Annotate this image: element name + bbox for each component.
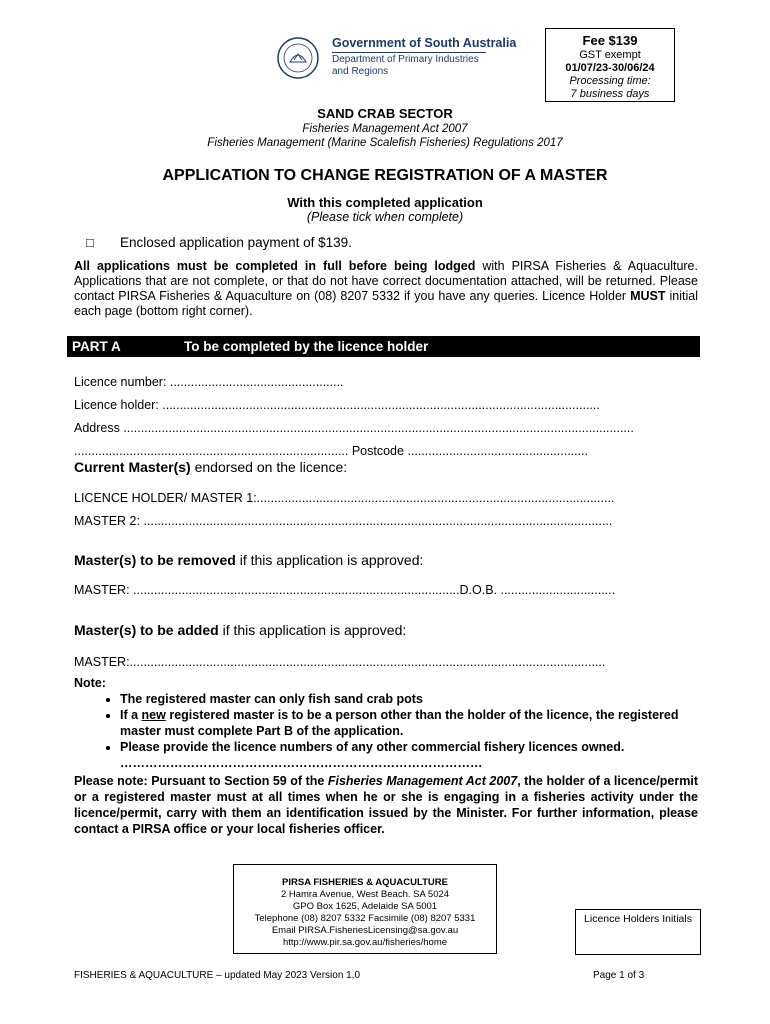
current-master-rest: endorsed on the licence: xyxy=(190,459,348,475)
pirsa-address-1: 2 Hamra Avenue, West Beach. SA 5024 xyxy=(280,889,450,900)
fee-period: 01/07/23-30/06/24 xyxy=(565,62,655,74)
removed-rest: if this application is approved: xyxy=(235,552,424,568)
added-bold: Master(s) to be added xyxy=(74,622,219,638)
intro-text-1: with PIRSA Fisheries & Aquaculture. Applications that are not complete, or that do not have correct documentation attached, will be returned. Please contact PIRSA Fisheries & Aquaculture on (08) 8207 5332 if you have any queries. Licence Holder xyxy=(74,259,698,303)
tick-note: (Please tick when complete) xyxy=(306,210,464,224)
act-1: Fisheries Management Act 2007 xyxy=(302,123,468,135)
current-master-bold: Current Master(s) xyxy=(74,459,191,475)
note-item-2-new: new xyxy=(141,708,166,722)
licence-holder-initials-box[interactable] xyxy=(575,909,701,955)
postcode-label: Postcode xyxy=(348,444,408,458)
act-2: Fisheries Management (Marine Scalefish Fisheries) Regulations 2017 xyxy=(207,137,563,149)
department-line-1: Department of Primary Industries xyxy=(332,54,479,65)
department-name xyxy=(332,54,479,78)
address-postcode-row[interactable] xyxy=(74,444,658,458)
processing-value: 7 business days xyxy=(570,88,650,100)
licence-holder-field[interactable]: Licence holder: .............................................................................................................................. xyxy=(74,398,600,412)
licence-number-field[interactable]: Licence number: .................................................. xyxy=(74,375,344,389)
removed-bold: Master(s) to be removed xyxy=(74,552,236,568)
current-master-heading xyxy=(74,459,347,475)
note-item-3: • Please provide the licence numbers of any other commercial fishery licences owned. xyxy=(120,739,698,755)
removed-master-heading xyxy=(74,552,423,568)
part-a-title: To be completed by the licence holder xyxy=(184,339,429,354)
page-title: APPLICATION TO CHANGE REGISTRATION OF A MASTER xyxy=(162,167,608,184)
footer-version: FISHERIES & AQUACULTURE – updated May 2023 Version 1.0 xyxy=(74,970,361,981)
completed-application-heading: With this completed application xyxy=(287,195,483,210)
processing-label: Processing time: xyxy=(569,75,651,87)
gst-status: GST exempt xyxy=(579,49,641,61)
intro-text-2: initial each page (bottom right corner). xyxy=(74,289,698,318)
removed-master-field[interactable]: MASTER: .............................................................................................. xyxy=(74,583,460,597)
note-item-2-post: registered master is to be a person other than the holder of the licence, the registered master must complete Part B of the application. xyxy=(120,708,679,738)
pirsa-phone: Telephone (08) 8207 5332 Facsimile (08) 8207 5331 xyxy=(254,913,476,924)
note-item-2-pre: If a xyxy=(120,708,142,722)
intro-bold: All applications must be completed in full before being lodged xyxy=(74,259,476,273)
fee-amount: Fee $139 xyxy=(582,33,638,48)
please-note-pre: Please note: Pursuant to Section 59 of the xyxy=(74,774,328,788)
pirsa-address-2: GPO Box 1625, Adelaide SA 5001 xyxy=(292,901,438,912)
note-list xyxy=(74,691,698,771)
address-field[interactable]: Address ................................................................................................................................................... xyxy=(74,421,634,435)
address-line-2[interactable]: ............................................................................... xyxy=(74,444,349,458)
added-master-heading xyxy=(74,622,406,638)
payment-checkbox[interactable]: □ xyxy=(86,235,95,250)
act-references xyxy=(0,122,770,150)
sector-heading: SAND CRAB SECTOR xyxy=(317,106,453,121)
pirsa-website[interactable]: http://www.pir.sa.gov.au/fisheries/home xyxy=(282,937,448,948)
government-logo xyxy=(276,34,516,82)
initials-label: Licence Holders Initials xyxy=(584,913,692,925)
footer-page-number: Page 1 of 3 xyxy=(593,970,645,981)
added-rest: if this application is approved: xyxy=(218,622,407,638)
intro-must: MUST xyxy=(630,289,666,303)
removed-dob-field[interactable]: D.O.B. ................................. xyxy=(459,583,616,597)
master-1-field[interactable]: LICENCE HOLDER/ MASTER 1:....................................................................................................... xyxy=(74,491,615,505)
part-a-label: PART A xyxy=(72,339,121,354)
other-licences-field[interactable]: …………………………………………………………………………… xyxy=(120,756,483,770)
logo-divider xyxy=(332,52,486,53)
please-note-act: Fisheries Management Act 2007 xyxy=(327,774,518,788)
please-note-post: , the holder of a licence/permit or a registered master must at all times when he or she is engaging in a fisheries activity under the licence/permit, carry with them an identification issued by the Minister. For further information, please contact a PIRSA office or your local fisheries officer. xyxy=(74,774,698,836)
note-item-1: • The registered master can only fish sand crab pots xyxy=(120,691,698,707)
payment-checkbox-label: Enclosed application payment of $139. xyxy=(120,235,352,250)
payment-checkbox-row[interactable] xyxy=(86,235,352,250)
part-a-banner xyxy=(67,336,700,357)
note-item-2 xyxy=(120,707,698,739)
intro-paragraph xyxy=(74,259,698,319)
master-2-field[interactable]: MASTER 2: ....................................................................................................................................... xyxy=(74,514,613,528)
department-line-2: and Regions xyxy=(332,66,389,77)
sa-seal-icon xyxy=(276,36,320,80)
note-heading: Note: xyxy=(74,676,106,690)
pirsa-name: PIRSA FISHERIES & AQUACULTURE xyxy=(282,877,448,888)
please-note-paragraph xyxy=(74,773,698,837)
postcode-field[interactable]: .................................................... xyxy=(407,444,589,458)
added-master-field[interactable]: MASTER:......................................................................................................................................... xyxy=(74,655,606,669)
fee-box xyxy=(545,28,675,102)
pirsa-email[interactable]: Email PIRSA.FisheriesLicensing@sa.gov.au xyxy=(271,925,459,936)
removed-master-row[interactable] xyxy=(74,583,658,597)
government-name: Government of South Australia xyxy=(332,36,517,50)
pirsa-contact-box xyxy=(233,864,497,954)
